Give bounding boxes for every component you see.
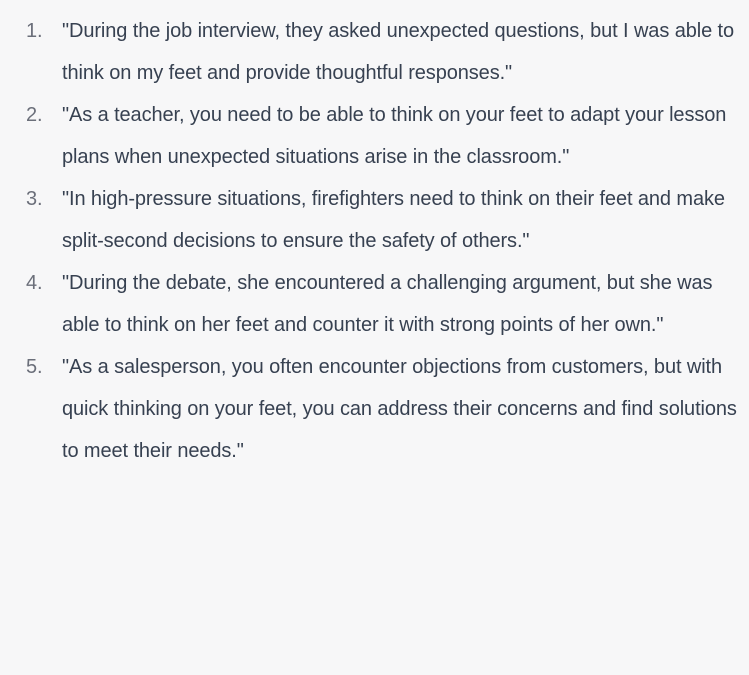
- list-item-number: 2.: [26, 104, 43, 126]
- example-sentence-list: [0, 10, 749, 472]
- list-item: [0, 10, 749, 94]
- list-item-number: 5.: [26, 356, 43, 378]
- list-item: [0, 178, 749, 262]
- list-item-text: "During the debate, she encountered a challenging argument, but she was able to think on her feet and counter it with strong points of her own.": [62, 272, 713, 336]
- list-item-number: 3.: [26, 188, 43, 210]
- list-item: [0, 346, 749, 472]
- list-item: [0, 94, 749, 178]
- list-item-text: "As a teacher, you need to be able to think on your feet to adapt your lesson plans when unexpected situations arise in the classroom.": [62, 104, 727, 168]
- list-item: [0, 262, 749, 346]
- list-item-number: 1.: [26, 20, 43, 42]
- list-item-text: "In high-pressure situations, firefighters need to think on their feet and make split-second decisions to ensure the safety of others.": [62, 188, 725, 252]
- list-item-text: "During the job interview, they asked unexpected questions, but I was able to think on my feet and provide thoughtful responses.": [62, 20, 735, 84]
- list-item-number: 4.: [26, 272, 43, 294]
- list-item-text: "As a salesperson, you often encounter objections from customers, but with quick thinking on your feet, you can address their concerns and find solutions to meet their needs.": [62, 356, 737, 462]
